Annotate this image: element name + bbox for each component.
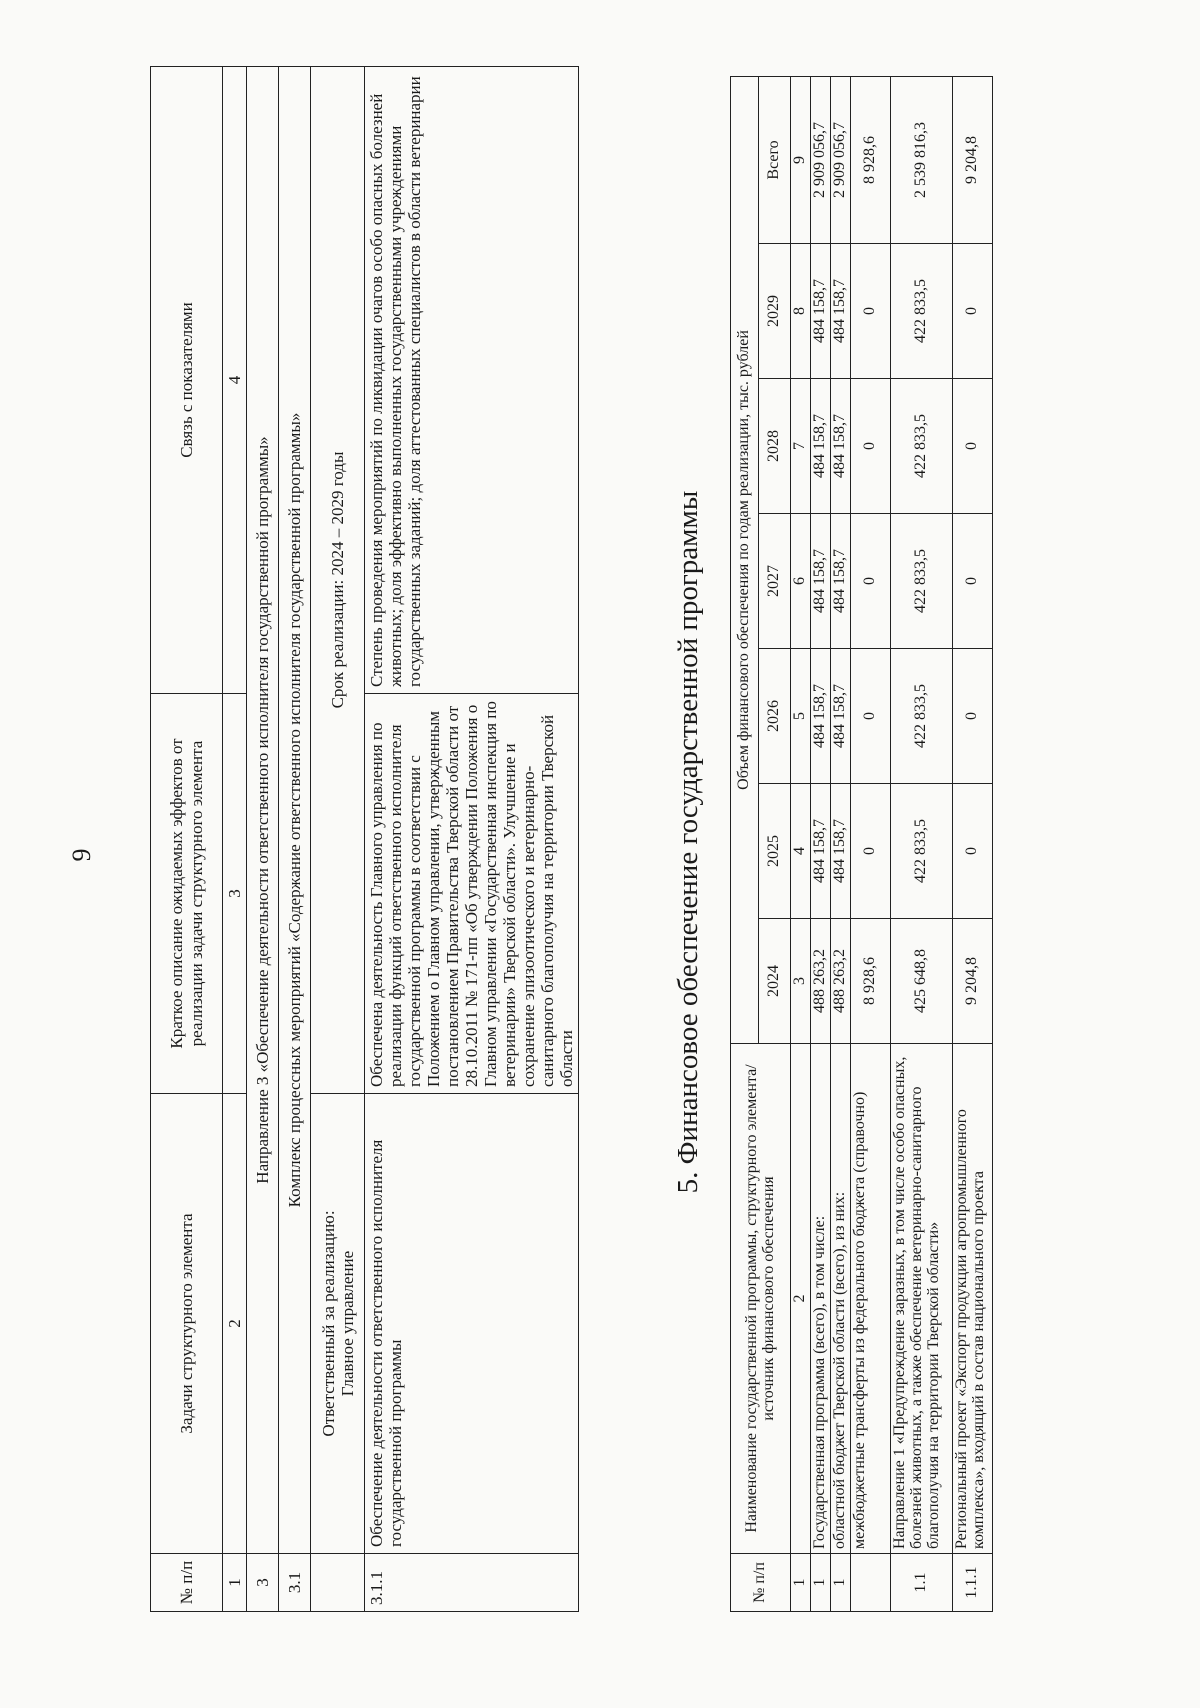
table1-subsection-text: Комплекс процессных мероприятий «Содержание ответственного исполнителя государственной программы» [279,67,311,1554]
year-2025: 2025 [759,784,791,919]
row-value: 422 833,5 [891,649,953,784]
table1-subsection-num: 3.1 [279,1554,311,1612]
row-value: 0 [953,514,993,649]
table-row [953,76,993,1611]
row-value: 484 158,7 [811,244,831,379]
table1-responsible-empty [311,1554,365,1612]
table2-colnum: 8 [791,244,811,379]
row-value: 484 158,7 [811,649,831,784]
row-name: межбюджетные трансферты из федерального бюджета (справочно) [851,1044,891,1554]
table1-colnum-2: 2 [223,1094,247,1554]
table2-colnum: 1 [791,1554,811,1612]
row-value: 9 204,8 [953,919,993,1044]
table1-section-text: Направление 3 «Обеспечение деятельности ответственного исполнителя государственной программы» [247,67,279,1554]
row-value: 422 833,5 [891,244,953,379]
financing-table-wrapper [730,77,1068,1612]
row-value: 0 [953,379,993,514]
row-name: Государственная программа (всего), в том числе: [811,1044,831,1554]
table1-header-effect: Краткое описание ожидаемых эффектов от реализации задачи структурного элемента [151,694,223,1094]
table1-header-indicators: Связь с показателями [151,67,223,694]
table2-colnum: 7 [791,379,811,514]
table2-header-name: Наименование государственной программы, структурного элемента/источник финансового обеспечения [731,1044,791,1554]
table-row [891,76,953,1611]
row-value: 484 158,7 [831,649,851,784]
table1-colnum-3: 3 [223,694,247,1094]
year-2024: 2024 [759,919,791,1044]
responsible-label: Ответственный за реализацию: [318,1210,338,1437]
row-num: 1.1 [891,1554,953,1612]
table1-subsection-row [279,67,311,1612]
table2-colnum: 3 [791,919,811,1044]
year-2027: 2027 [759,514,791,649]
table1-item-task: Обеспечение деятельности ответственного исполнителя государственной программы [365,1094,579,1554]
table1-responsible-row [311,67,365,1612]
table1-header-row [151,67,223,1612]
row-value: 422 833,5 [891,784,953,919]
table2-colnum: 2 [791,1044,811,1554]
table-row [811,76,831,1611]
table2-colnum: 4 [791,784,811,919]
row-value: 0 [851,244,891,379]
year-total: Всего [759,76,791,243]
section-heading: 5. Финансовое обеспечение государственной программы [672,490,704,1194]
row-num: 1.1.1 [953,1554,993,1612]
table-row [851,76,891,1611]
row-value: 484 158,7 [831,379,851,514]
row-value: 422 833,5 [891,514,953,649]
row-value: 0 [953,244,993,379]
row-value: 0 [851,379,891,514]
table1-header-task: Задачи структурного элемента [151,1094,223,1554]
row-value: 484 158,7 [831,514,851,649]
row-value: 484 158,7 [811,784,831,919]
row-value: 484 158,7 [831,244,851,379]
year-2028: 2028 [759,379,791,514]
row-value: 488 263,2 [811,919,831,1044]
structural-elements-table-wrapper [150,67,633,1612]
table2-colnum: 9 [791,76,811,243]
row-value: 0 [953,784,993,919]
year-2026: 2026 [759,649,791,784]
table1-section-num: 3 [247,1554,279,1612]
table1-header-num: № п/п [151,1554,223,1612]
responsible-value: Главное управление [337,1250,357,1397]
table-row [831,76,851,1611]
row-value: 425 648,8 [891,919,953,1044]
table1-item-effect: Обеспечена деятельность Главного управления по реализации функций ответственного исполнителя государственной программы в соответствии с Положением о Главном управлении, утвержденным постановлением Правительства Тверской области от 28.10.2011 № 171-пп «Об утверждении Положения о Главном управлении «Государственная инспекция по ветеринарии» Тверской области». Улучшение и сохранение эпизоотического и ветеринарно-санитарного благополучия на территории Тверской области [365,694,579,1094]
table1-colnum-1: 1 [223,1554,247,1612]
row-value: 484 158,7 [831,784,851,919]
section-heading-wrapper [666,72,710,1612]
financing-table [730,76,993,1612]
table1-section-row [247,67,279,1612]
table2-colnum: 6 [791,514,811,649]
row-name: Региональный проект «Экспорт продукции агропромышленного комплекса», входящий в состав национального проекта [953,1044,993,1554]
table1-colnum-row [223,67,247,1612]
table2-colnum: 5 [791,649,811,784]
row-value: 488 263,2 [831,919,851,1044]
table2-header-volume: Объем финансового обеспечения по годам реализации, тыс. рублей [731,76,759,1043]
row-value: 8 928,6 [851,76,891,243]
year-2029: 2029 [759,244,791,379]
row-name: областной бюджет Тверской области (всего), из них: [831,1044,851,1554]
row-value: 484 158,7 [811,514,831,649]
row-value: 2 539 816,3 [891,76,953,243]
row-value: 0 [851,784,891,919]
table2-header-row-1 [731,76,759,1611]
table1-period: Срок реализации: 2024 – 2029 годы [311,67,365,1094]
table1-item-indicators: Степень проведения мероприятий по ликвидации очагов особо опасных болезней животных; доля эффективно выполненных государственными учреждениями государственных заданий; доля аттестованных специалистов в области ветеринарии [365,67,579,694]
row-value: 8 928,6 [851,919,891,1044]
row-value: 422 833,5 [891,379,953,514]
table1-colnum-4: 4 [223,67,247,694]
table2-header-num: № п/п [731,1554,791,1612]
table1-item-num: 3.1.1 [365,1554,579,1612]
row-num: 1 [811,1554,831,1612]
table2-colnum-row [791,76,811,1611]
row-value: 2 909 056,7 [831,76,851,243]
row-value: 9 204,8 [953,76,993,243]
row-value: 484 158,7 [811,379,831,514]
row-value: 0 [851,649,891,784]
row-value: 0 [953,649,993,784]
page-number: 9 [67,848,96,862]
table1-item-row [365,67,579,1612]
row-num [851,1554,891,1612]
row-name: Направление 1 «Предупреждение заразных, в том числе особо опасных, болезней животных, а также обеспечение ветеринарно-санитарного благополучия на территории Тверской области» [891,1044,953,1554]
row-value: 0 [851,514,891,649]
table1-responsible-cell [311,1094,365,1554]
row-num: 1 [831,1554,851,1612]
row-value: 2 909 056,7 [811,76,831,243]
structural-elements-table [150,66,579,1612]
